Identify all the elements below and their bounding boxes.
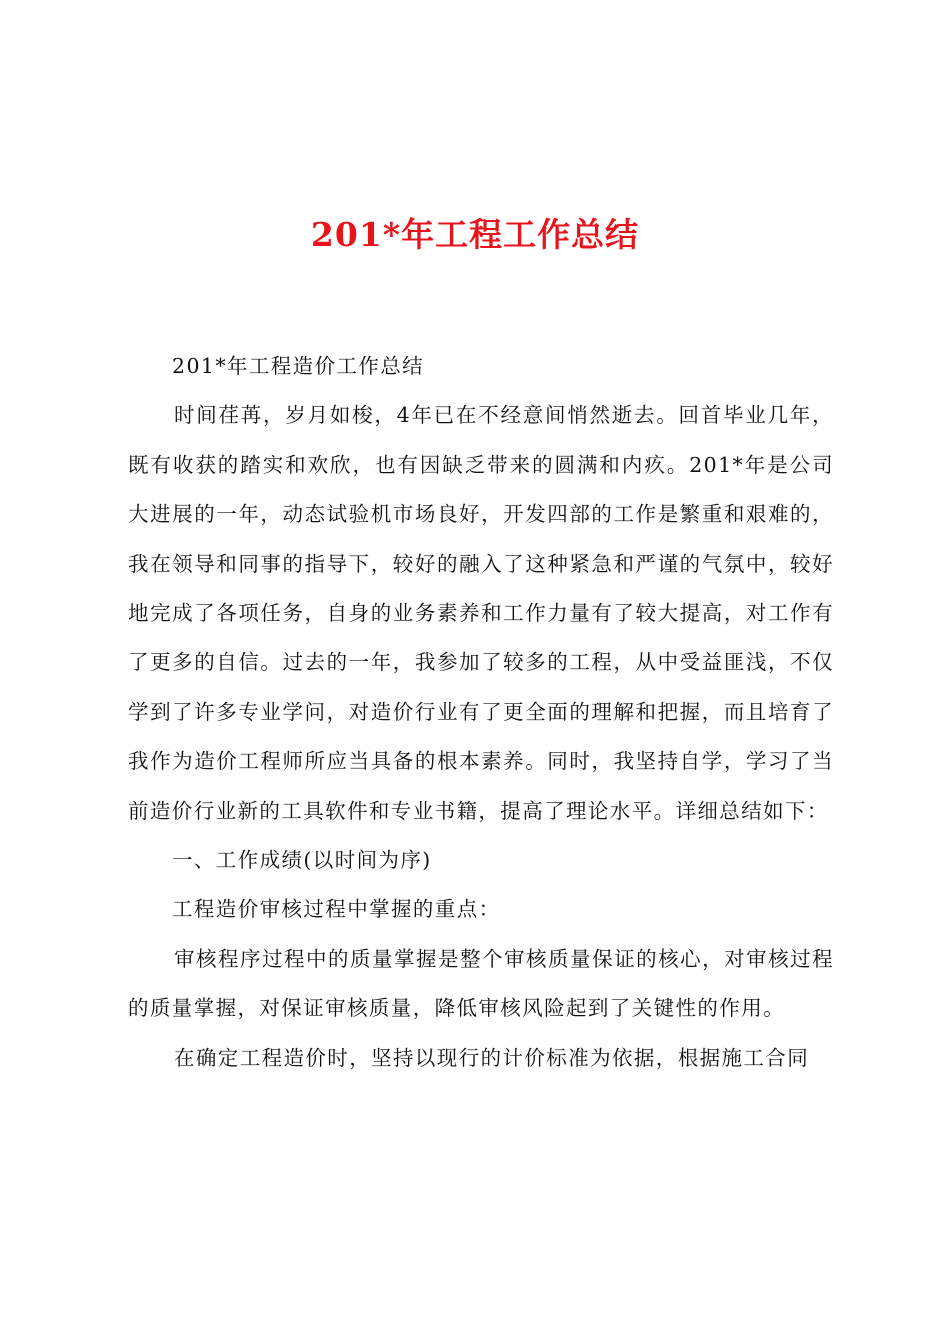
paragraph-cost-basis: 在确定工程造价时，坚持以现行的计价标准为依据，根据施工合同	[174, 1045, 810, 1070]
paragraph-quality-control: 审核程序过程中的质量掌握是整个审核质量保证的核心，对审核过程的质量掌握，对保证审核质量，降低审核风险起到了关键性的作用。	[128, 946, 834, 1021]
subtitle: 201*年工程造价工作总结	[172, 354, 425, 378]
document-body	[128, 342, 834, 1083]
intro-paragraph: 时间荏苒，岁月如梭，4年已在不经意间悄然逝去。回首毕业几年，既有收获的踏实和欢欣，也有因缺乏带来的圆满和内疚。201*年是公司大进展的一年，动态试验机市场良好，开发四部的工作是繁重和艰难的，我在领导和同事的指导下，较好的融入了这种紧急和严谨的气氛中，较好地完成了各项任务，自身的业务素养和工作力量有了较大提高，对工作有了更多的自信。过去的一年，我参加了较多的工程，从中受益匪浅，不仅学到了许多专业学问，对造价行业有了更全面的理解和把握，而且培育了我作为造价工程师所应当具备的根本素养。同时，我坚持自学，学习了当前造价行业新的工具软件和专业书籍，提高了理论水平。详细总结如下：	[128, 403, 834, 823]
subheading: 工程造价审核过程中掌握的重点：	[172, 897, 501, 922]
document-title: 201*年工程工作总结	[310, 215, 640, 254]
section-heading: 一、工作成绩(以时间为序)	[172, 848, 432, 873]
